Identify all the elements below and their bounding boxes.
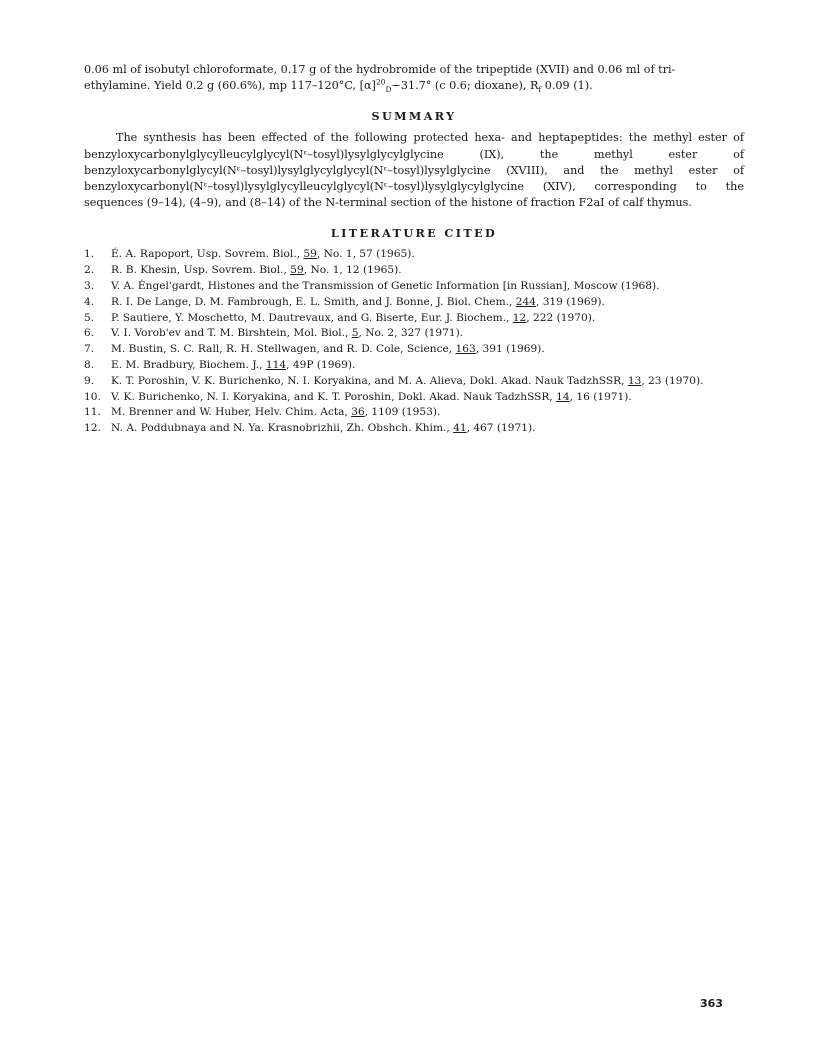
intro-line-2-pre: ethylamine. Yield 0.2 g (60.6%), mp 117–120°C, [α] [84, 79, 376, 93]
intro-line-2-mid: −31.7° (c 0.6; dioxane), R [391, 79, 539, 93]
reference-item [84, 421, 744, 437]
reference-item [84, 247, 744, 263]
reference-text: V. A. Éngel'gardt, Histones and the Transmission of Genetic Information [in Russian], Moscow (1968). [111, 280, 660, 293]
reference-volume: 59 [290, 264, 304, 277]
reference-item [84, 405, 744, 421]
reference-number: 4. [84, 295, 95, 308]
reference-volume: 5 [351, 327, 359, 340]
reference-number: 9. [84, 374, 95, 387]
page-body [84, 62, 744, 437]
rotation-line: D [385, 85, 392, 95]
reference-text: M. Bustin, S. C. Rall, R. H. Stellwagen, and R. D. Cole, Science, 163, 391 (1969). [111, 343, 545, 356]
reference-text: K. T. Poroshin, V. K. Burichenko, N. I. Koryakina, and M. A. Alieva, Dokl. Akad. Nauk TadzhSSR, 13, 23 (1970). [111, 374, 704, 387]
rf-subscript: f [538, 85, 542, 95]
reference-number: 10. [84, 390, 101, 403]
reference-text: R. I. De Lange, D. M. Fambrough, E. L. Smith, and J. Bonne, J. Biol. Chem., 244, 319 (1969). [111, 295, 605, 308]
reference-volume: 244 [515, 295, 536, 308]
reference-text: R. B. Khesin, Usp. Sovrem. Biol., 59, No. 1, 12 (1965). [111, 264, 402, 277]
reference-volume: 163 [455, 343, 476, 356]
reference-number: 3. [84, 280, 95, 293]
reference-number: 1. [84, 248, 95, 261]
intro-line-1: 0.06 ml of isobutyl chloroformate, 0.17 g of the hydrobromide of the tripeptide (XVII) and 0.06 ml of tri- [84, 63, 676, 76]
page-number: 363 [700, 997, 723, 1010]
reference-item [84, 295, 744, 311]
reference-volume: 41 [453, 422, 467, 435]
reference-number: 12. [84, 422, 101, 435]
reference-text: N. A. Poddubnaya and N. Ya. Krasnobrizhii, Zh. Obshch. Khim., 41, 467 (1971). [111, 422, 536, 435]
reference-number: 2. [84, 264, 95, 277]
reference-number: 6. [84, 327, 95, 340]
reference-item [84, 374, 744, 390]
reference-text: V. I. Vorob'ev and T. M. Birshtein, Mol. Biol., 5, No. 2, 327 (1971). [111, 327, 464, 340]
summary-heading: SUMMARY [371, 109, 457, 124]
reference-text: P. Sautiere, Y. Moschetto, M. Dautrevaux, and G. Biserte, Eur. J. Biochem., 12, 222 (1970). [111, 311, 596, 324]
reference-item [84, 279, 744, 295]
reference-text: E. M. Bradbury, Biochem. J., 114, 49P (1969). [111, 359, 356, 371]
reference-item [84, 263, 744, 279]
reference-text: V. K. Burichenko, N. I. Koryakina, and K. T. Poroshin, Dokl. Akad. Nauk TadzhSSR, 14, 16 (1971). [111, 390, 632, 403]
reference-volume: 114 [265, 359, 287, 371]
literature-heading: LITERATURE CITED [330, 226, 498, 241]
reference-item [84, 342, 744, 358]
reference-item [84, 390, 744, 406]
reference-volume: 36 [351, 406, 365, 419]
reference-volume: 12 [512, 311, 527, 324]
reference-number: 7. [84, 343, 95, 356]
reference-text: M. Brenner and W. Huber, Helv. Chim. Acta, 36, 1109 (1953). [111, 406, 441, 419]
reference-text: É. A. Rapoport, Usp. Sovrem. Biol., 59, No. 1, 57 (1965). [111, 248, 415, 261]
summary-paragraph: The synthesis has been effected of the following protected hexa- and heptapeptides: the methyl ester of benzyloxycarbonylglycylleucylglycyl(Nᵋ–tosyl)lysylglycylglycine (IX), the methyl ester of benzyloxycarbonylglycyl(Nᵋ–tosyl)lysylglycylglycyl(Nᵋ–tosyl)lysylglycine (XVIII), and the methyl ester of benzyloxycarbonyl(Nᵋ–tosyl)lysylglycylleucylglycyl(Nᵋ–tosyl)lysylglycylglycine (XIV), corresponding to the sequences (9–14), (4–9), and (8–14) of the N-terminal section of the histone of fraction F2aI of calf thymus. [84, 131, 744, 210]
reference-volume: 59 [303, 248, 317, 261]
experimental-paragraph [84, 62, 744, 94]
reference-volume: 14 [556, 390, 570, 403]
reference-item [84, 326, 744, 342]
reference-list [84, 247, 744, 437]
rotation-temperature: 20 [375, 77, 386, 87]
reference-item [84, 358, 744, 374]
reference-number: 11. [84, 406, 101, 419]
intro-line-2-post: 0.09 (1). [541, 79, 593, 93]
reference-item [84, 311, 744, 327]
reference-volume: 13 [627, 374, 642, 387]
reference-number: 5. [84, 311, 95, 324]
reference-number: 8. [84, 359, 95, 371]
